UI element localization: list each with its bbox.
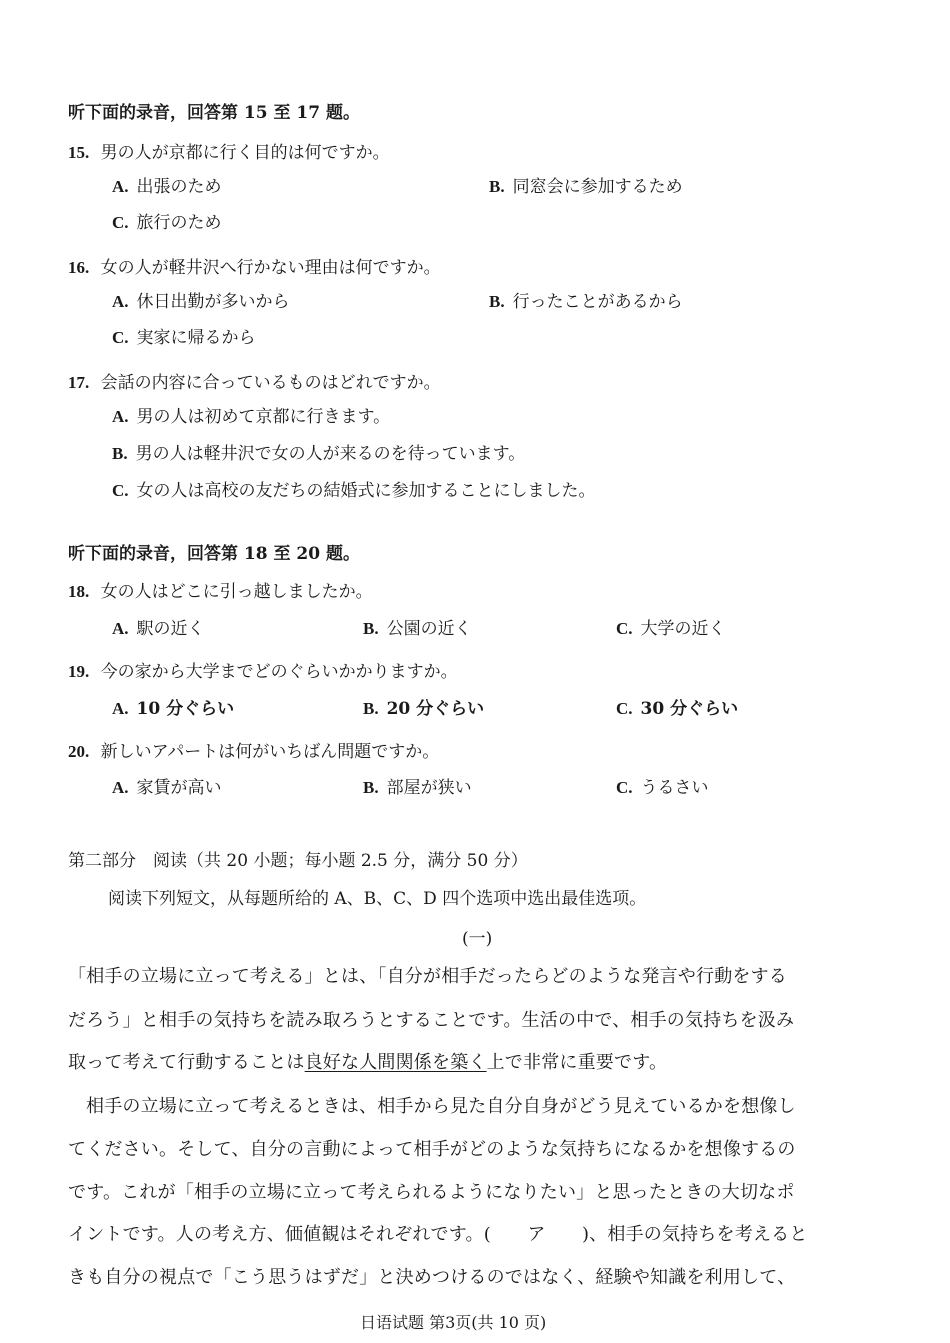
question-text: 会話の内容に合っているものはどれですか。 (100, 373, 441, 393)
question-18 (68, 581, 373, 603)
question-number: 15. (68, 143, 90, 162)
option-18b[interactable]: B. 公園の近く (363, 619, 472, 639)
option-20a[interactable]: A. 家賃が高い (112, 778, 222, 798)
question-17 (68, 372, 441, 394)
option-20b[interactable]: B. 部屋が狭い (363, 778, 472, 798)
question-text: 女の人はどこに引っ越しましたか。 (100, 582, 373, 602)
question-number: 20. (68, 742, 90, 761)
question-19 (68, 661, 458, 683)
option-19b[interactable]: B. 20 分ぐらい (363, 699, 485, 719)
passage-p2-line3: です。これが「相手の立場に立って考えられるようになりたい」と思ったときの大切なポ (68, 1182, 795, 1203)
passage-p1-line2: だろう」と相手の気持ちを読み取ろうとすることです。生活の中で、相手の気持ちを汲み (68, 1010, 795, 1031)
option-20c[interactable]: C. うるさい (616, 778, 709, 798)
listening-instruction-15-17: 听下面的录音，回答第 15 至 17 题。 (68, 103, 360, 123)
question-number: 16. (68, 258, 90, 277)
listening-instruction-18-20: 听下面的录音，回答第 18 至 20 题。 (68, 544, 360, 564)
question-text: 今の家から大学までどのぐらいかかりますか。 (100, 662, 458, 682)
question-number: 18. (68, 582, 90, 601)
option-15a[interactable]: A. 出張のため (112, 177, 222, 197)
passage-p2-line5: きも自分の視点で「こう思うはずだ」と決めつけるのではなく、経験や知識を利用して、 (68, 1267, 796, 1288)
passage-p1-line3: 取って考えて行動することは良好な人間関係を築く上で非常に重要です。 (68, 1052, 668, 1073)
option-17a[interactable]: A. 男の人は初めて京都に行きます。 (112, 407, 391, 427)
part2-title: 第二部分 阅读（共 20 小题；每小题 2.5 分，满分 50 分） (68, 851, 528, 871)
question-text: 新しいアパートは何がいちばん問題ですか。 (100, 742, 440, 762)
question-16 (68, 257, 441, 279)
option-17b[interactable]: B. 男の人は軽井沢で女の人が来るのを待っています。 (112, 444, 526, 464)
part2-instruction: 阅读下列短文，从每题所给的 A、B、C、D 四个选项中选出最佳选项。 (108, 889, 647, 909)
option-19c[interactable]: C. 30 分ぐらい (616, 699, 739, 719)
passage-p2-line4: イントです。人の考え方、価値観はそれぞれです。( ア )、相手の気持ちを考えると (68, 1224, 808, 1245)
question-text: 男の人が京都に行く目的は何ですか。 (100, 143, 390, 163)
question-15 (68, 142, 390, 164)
question-number: 17. (68, 373, 90, 392)
passage-p1-line1: 「相手の立場に立って考える」とは、「自分が相手だったらどのような発言や行動をする (68, 966, 787, 987)
question-text: 女の人が軽井沢へ行かない理由は何ですか。 (100, 258, 441, 278)
passage-p2-line1: 相手の立場に立って考えるときは、相手から見た自分自身がどう見えているかを想像し (86, 1096, 796, 1117)
option-19a[interactable]: A. 10 分ぐらい (112, 699, 235, 719)
option-16c[interactable]: C. 実家に帰るから (112, 328, 256, 348)
option-16a[interactable]: A. 休日出勤が多いから (112, 292, 290, 312)
option-18a[interactable]: A. 駅の近く (112, 619, 205, 639)
option-18c[interactable]: C. 大学の近く (616, 619, 726, 639)
option-15b[interactable]: B. 同窓会に参加するため (489, 177, 683, 197)
passage-label: (一) (462, 929, 493, 949)
underlined-phrase: 良好な人間関係を築く (304, 1052, 487, 1073)
page-footer: 日语试题 第3页(共 10 页) (360, 1313, 547, 1332)
option-17c[interactable]: C. 女の人は高校の友だちの結婚式に参加することにしました。 (112, 481, 596, 501)
option-15c[interactable]: C. 旅行のため (112, 213, 222, 233)
passage-p2-line2: てください。そして、自分の言動によって相手がどのような気持ちになるかを想像するの (68, 1139, 796, 1160)
question-number: 19. (68, 662, 90, 681)
question-20 (68, 741, 439, 763)
option-16b[interactable]: B. 行ったことがあるから (489, 292, 683, 312)
